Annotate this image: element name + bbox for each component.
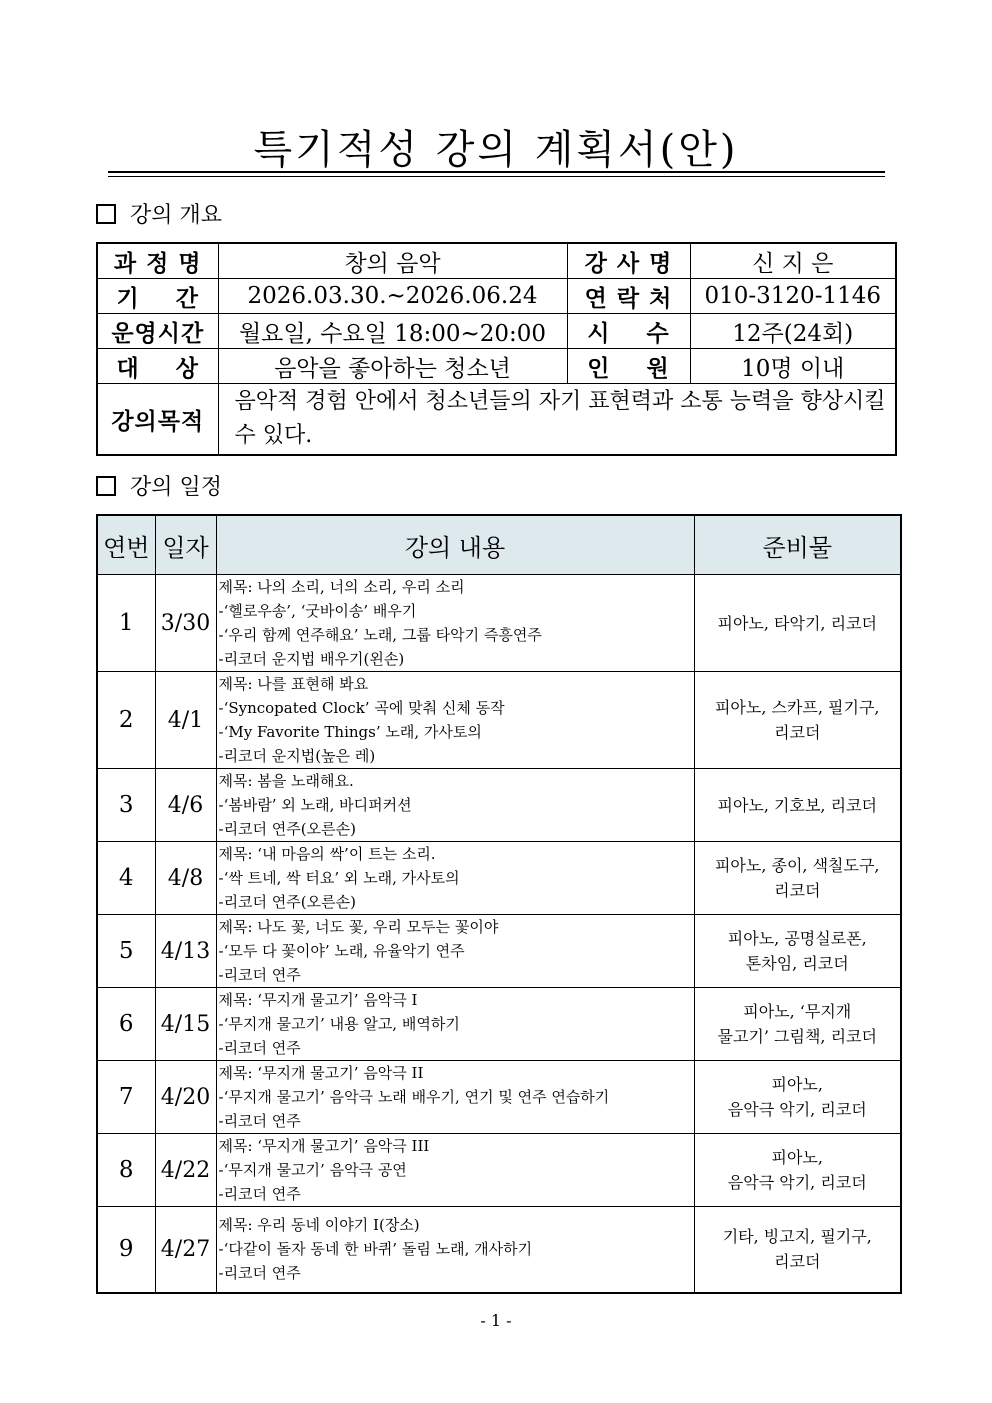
- row-number: 2: [97, 672, 155, 769]
- content-line: -‘모두 다 꽃이야’ 노래, 유율악기 연주: [218, 942, 465, 960]
- row-materials: [694, 915, 901, 988]
- row-content: [216, 1207, 694, 1293]
- row-content: [216, 988, 694, 1061]
- table-row: [97, 1207, 901, 1293]
- content-line: -‘무지개 물고기’ 음악극 노래 배우기, 연기 및 연주 연습하기: [218, 1088, 610, 1106]
- header-date: 일자: [155, 515, 216, 575]
- header-content: 강의 내용: [216, 515, 694, 575]
- row-date: 4/15: [155, 988, 216, 1061]
- content-line: -리코더 연주(오른손): [218, 820, 356, 838]
- section-title: 강의 개요: [130, 203, 223, 228]
- checkbox-icon: [96, 476, 116, 496]
- contact-value: 010-3120-1146: [690, 279, 896, 314]
- title-underline-thin: [108, 176, 885, 177]
- materials-line: 톤차임, 리코더: [745, 954, 849, 973]
- page-title: 특기적성 강의 계획서(안): [253, 127, 739, 173]
- content-line: -리코더 연주: [218, 1185, 301, 1203]
- row-content: [216, 842, 694, 915]
- title-underline: [108, 171, 885, 173]
- table-row: [97, 915, 901, 988]
- row-number: 7: [97, 1061, 155, 1134]
- row-date: 4/8: [155, 842, 216, 915]
- row-content: [216, 769, 694, 842]
- row-content: [216, 1061, 694, 1134]
- materials-line: 피아노, 종이, 색칠도구,: [714, 856, 880, 875]
- content-line: -‘My Favorite Things’ 노래, 가사토의: [218, 723, 482, 741]
- row-date: 3/30: [155, 575, 216, 672]
- row-number: 3: [97, 769, 155, 842]
- content-line: 제목: ‘무지개 물고기’ 음악극 I: [218, 991, 418, 1009]
- row-date: 4/20: [155, 1061, 216, 1134]
- content-line: -‘무지개 물고기’ 음악극 공연: [218, 1161, 407, 1179]
- course-value: 창의 음악: [218, 243, 567, 279]
- row-date: 4/22: [155, 1134, 216, 1207]
- row-content: [216, 1134, 694, 1207]
- sessions-label: 시 수: [567, 314, 690, 349]
- checkbox-icon: [96, 204, 116, 224]
- contact-label: 연 락 처: [567, 279, 690, 314]
- content-line: 제목: 나를 표현해 봐요: [218, 675, 369, 693]
- table-row: [97, 575, 901, 672]
- content-line: -리코더 연주: [218, 966, 301, 984]
- row-number: 9: [97, 1207, 155, 1293]
- content-line: 제목: 봄을 노래해요.: [218, 772, 354, 790]
- row-materials: [694, 988, 901, 1061]
- content-line: 제목: 우리 동네 이야기 I(장소): [218, 1216, 420, 1235]
- materials-line: 피아노, 기호보, 리코더: [717, 795, 877, 815]
- header-no: 연번: [97, 515, 155, 575]
- row-number: 6: [97, 988, 155, 1061]
- row-materials: [694, 1134, 901, 1207]
- page-number: - 1 -: [480, 1311, 512, 1330]
- materials-line: 피아노, ‘무지개: [743, 1002, 852, 1021]
- content-line: -‘헬로우송’, ‘굿바이송’ 배우기: [218, 602, 417, 620]
- table-row: [97, 769, 901, 842]
- content-line: -리코더 연주: [218, 1112, 301, 1130]
- materials-line: 리코더: [774, 881, 821, 900]
- section-title: 강의 일정: [130, 475, 223, 500]
- content-line: 제목: ‘무지개 물고기’ 음악극 III: [218, 1137, 430, 1155]
- content-line: 제목: 나도 꽃, 너도 꽃, 우리 모두는 꽃이야: [218, 918, 499, 936]
- row-date: 4/1: [155, 672, 216, 769]
- content-line: -‘무지개 물고기’ 내용 알고, 배역하기: [218, 1015, 460, 1033]
- materials-line: 기타, 빙고지, 필기구,: [722, 1227, 872, 1247]
- table-row: [97, 988, 901, 1061]
- materials-line: 음악극 악기, 리코더: [727, 1173, 867, 1192]
- instructor-label: 강 사 명: [567, 243, 690, 279]
- content-line: -‘우리 함께 연주해요’ 노래, 그룹 타악기 즉흥연주: [218, 626, 542, 644]
- row-number: 5: [97, 915, 155, 988]
- row-materials: [694, 672, 901, 769]
- materials-line: 음악극 악기, 리코더: [727, 1100, 867, 1119]
- schedule-table: [96, 514, 902, 1294]
- row-content: [216, 915, 694, 988]
- target-value: 음악을 좋아하는 청소년: [218, 349, 567, 384]
- materials-line: 리코더: [774, 1252, 821, 1272]
- row-date: 4/13: [155, 915, 216, 988]
- row-date: 4/27: [155, 1207, 216, 1293]
- row-number: 1: [97, 575, 155, 672]
- hours-label: 운영시간: [97, 314, 218, 349]
- content-line: 제목: ‘무지개 물고기’ 음악극 II: [218, 1064, 424, 1082]
- row-materials: [694, 1061, 901, 1134]
- period-value: 2026.03.30.~2026.06.24: [218, 279, 567, 314]
- content-line: -리코더 연주: [218, 1039, 301, 1057]
- content-line: 제목: 나의 소리, 너의 소리, 우리 소리: [218, 578, 465, 596]
- target-label: 대 상: [97, 349, 218, 384]
- row-materials: [694, 769, 901, 842]
- header-materials: 준비물: [694, 515, 901, 575]
- section-schedule-heading: [96, 470, 222, 501]
- table-row: [97, 842, 901, 915]
- row-number: 4: [97, 842, 155, 915]
- instructor-value: 신 지 은: [690, 243, 896, 279]
- period-label: 기 간: [97, 279, 218, 314]
- course-label: 과 정 명: [97, 243, 218, 279]
- capacity-value: 10명 이내: [690, 349, 896, 384]
- content-line: -‘봄바람’ 외 노래, 바디퍼커션: [218, 796, 412, 814]
- capacity-label: 인 원: [567, 349, 690, 384]
- materials-line: 피아노,: [771, 1148, 823, 1167]
- purpose-label: 강의목적: [97, 384, 218, 456]
- materials-line: 피아노,: [771, 1075, 823, 1094]
- content-line: -‘Syncopated Clock’ 곡에 맞춰 신체 동작: [218, 699, 505, 717]
- row-materials: [694, 842, 901, 915]
- purpose-value: 음악적 경험 안에서 청소년들의 자기 표현력과 소통 능력을 향상시킬 수 있다.: [218, 384, 896, 456]
- content-line: 제목: ‘내 마음의 싹’이 트는 소리.: [218, 845, 436, 863]
- materials-line: 피아노, 공명실로폰,: [727, 929, 867, 948]
- row-content: [216, 575, 694, 672]
- content-line: -‘싹 트네, 싹 터요’ 외 노래, 가사토의: [218, 869, 460, 887]
- table-row: [97, 1061, 901, 1134]
- overview-table: [96, 242, 897, 456]
- row-content: [216, 672, 694, 769]
- materials-line: 리코더: [774, 723, 821, 742]
- row-materials: [694, 575, 901, 672]
- table-row: [97, 672, 901, 769]
- content-line: -‘다같이 돌자 동네 한 바퀴’ 돌림 노래, 개사하기: [218, 1240, 533, 1259]
- content-line: -리코더 연주(오른손): [218, 893, 356, 911]
- row-date: 4/6: [155, 769, 216, 842]
- hours-value: 월요일, 수요일 18:00~20:00: [218, 314, 567, 349]
- section-overview-heading: [96, 198, 222, 229]
- row-materials: [694, 1207, 901, 1293]
- row-number: 8: [97, 1134, 155, 1207]
- materials-line: 피아노, 타악기, 리코더: [717, 613, 877, 633]
- materials-line: 피아노, 스카프, 필기구,: [714, 698, 880, 717]
- sessions-value: 12주(24회): [690, 314, 896, 349]
- content-line: -리코더 운지법(높은 레): [218, 747, 376, 765]
- materials-line: 물고기’ 그림책, 리코더: [717, 1027, 877, 1046]
- content-line: -리코더 운지법 배우기(왼손): [218, 650, 405, 668]
- content-line: -리코더 연주: [218, 1264, 301, 1283]
- table-row: [97, 1134, 901, 1207]
